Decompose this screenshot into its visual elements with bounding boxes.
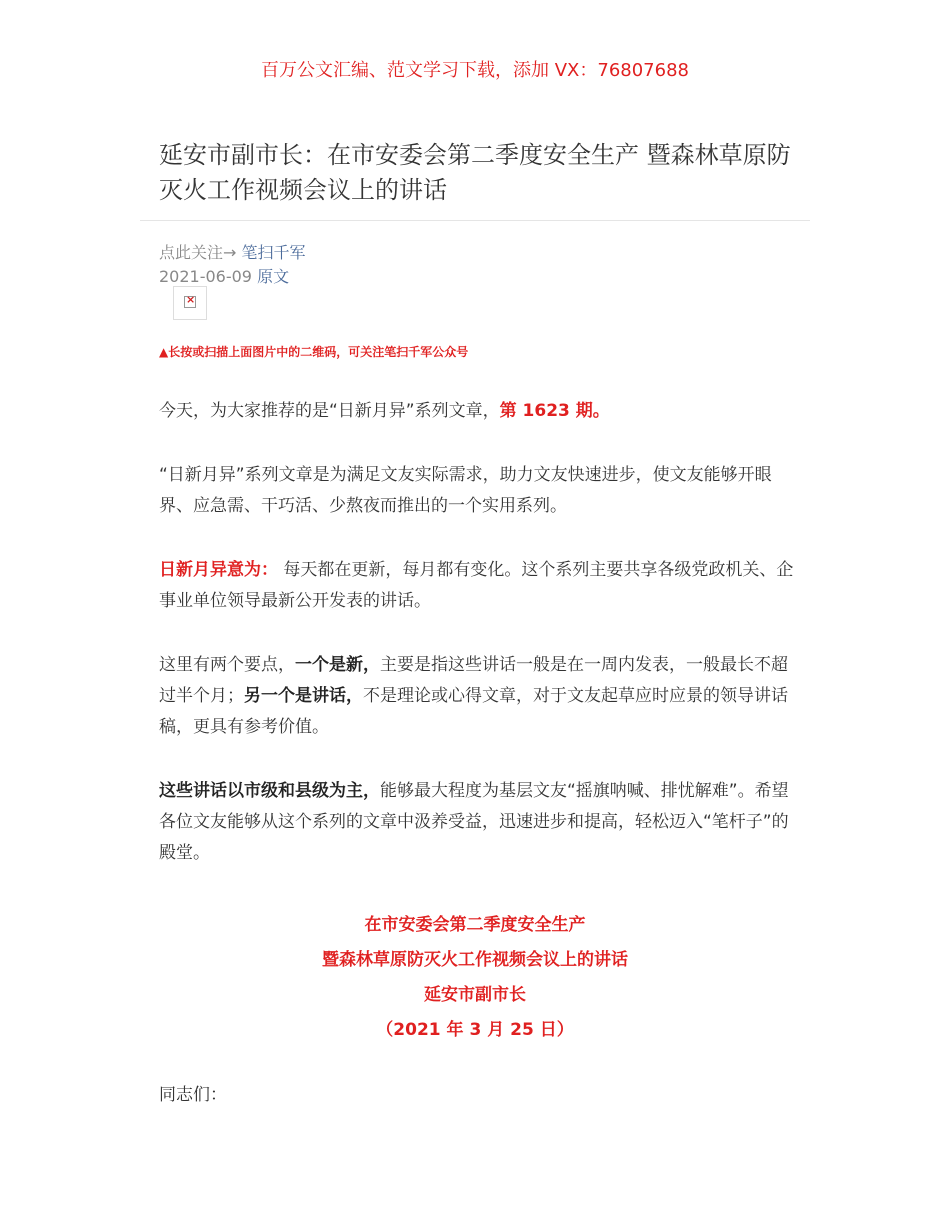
speech-date: （2021 年 3 月 25 日） <box>376 1020 574 1040</box>
p4-point-speech: 另一个是讲话， <box>244 686 363 706</box>
p4-text-a: 这里有两个要点， <box>159 655 295 675</box>
p5-text: 能够最大程度为基层文友“摇旗呐喊、排忧解难”。希望各位文友能够从这个系列的文章中汲养受益，迅速进步和提高，轻松迈入“笔杆子”的殿堂。 <box>159 781 789 863</box>
qr-caption: ▲长按或扫描上面图片中的二维码，可关注笔扫千军公众号 <box>159 345 469 359</box>
promo-banner: 百万公文汇编、范文学习下载，添加 VX：76807688 <box>261 60 689 81</box>
speech-title-line-1: 在市安委会第二季度安全生产 <box>364 915 586 935</box>
follow-line <box>159 240 306 263</box>
follow-prompt: 点此关注→ <box>159 243 237 262</box>
salutation: 同志们： <box>159 1085 227 1105</box>
p5-bold: 这些讲话以市级和县级为主， <box>159 781 380 801</box>
intro-paragraph-4 <box>159 650 795 743</box>
intro-text: 今天，为大家推荐的是“日新月异”系列文章， <box>159 401 500 421</box>
series-meaning-text: 每天都在更新，每月都有变化。这个系列主要共享各级党政机关、企事业单位领导最新公开发表的讲话。 <box>159 560 794 611</box>
intro-paragraph-5 <box>159 776 795 869</box>
intro-paragraph-1 <box>159 396 795 427</box>
intro-paragraph-2: “日新月异”系列文章是为满足文友实际需求，助力文友快速进步，使文友能够开眼界、应急需、干巧活、少熬夜而推出的一个实用系列。 <box>159 465 772 516</box>
qr-code-image <box>173 286 207 320</box>
p4-text-e: 不是理论或心得文章，对于文友起草应时应景的领导讲话稿，更具有参考价值。 <box>159 686 788 737</box>
series-meaning-label: 日新月异意为： <box>159 560 278 580</box>
speech-title-line-2: 暨森林草原防灭火工作视频会议上的讲话 <box>322 950 628 970</box>
p4-text-c: 主要是指这些讲话一般是在一周内发表，一般最长不超过半个月； <box>159 655 788 706</box>
speech-speaker: 延安市副市长 <box>424 985 526 1005</box>
original-link[interactable]: 原文 <box>257 267 290 286</box>
issue-number: 第 1623 期。 <box>499 401 610 421</box>
title-divider <box>140 220 810 221</box>
intro-paragraph-3 <box>159 555 795 617</box>
publish-date: 2021-06-09 <box>159 267 252 286</box>
date-line <box>159 264 289 287</box>
broken-image-icon <box>184 296 196 308</box>
p4-point-new: 一个是新， <box>295 655 380 675</box>
article-title: 延安市副市长：在市安委会第二季度安全生产 暨森林草原防灭火工作视频会议上的讲话 <box>159 141 791 204</box>
account-link[interactable]: 笔扫千军 <box>241 243 306 262</box>
